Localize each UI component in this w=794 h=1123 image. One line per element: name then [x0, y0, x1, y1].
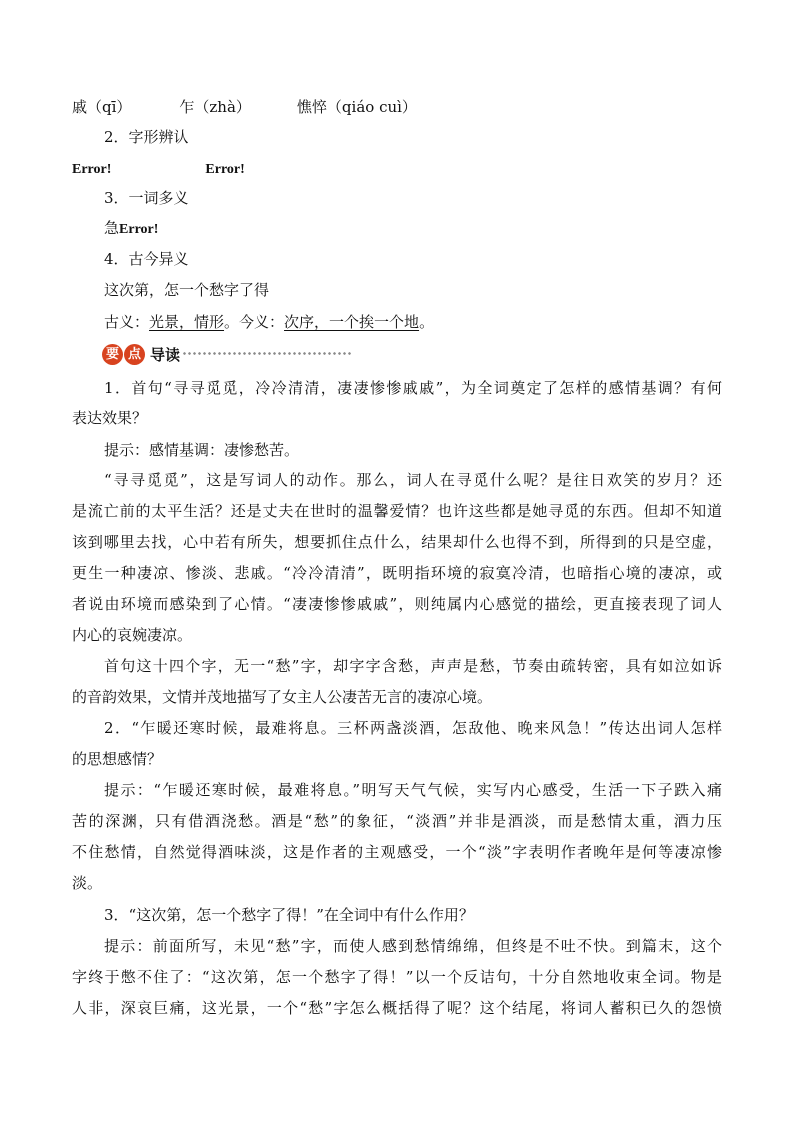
- q2-question-line-2: 的思想感情？: [72, 750, 163, 768]
- section-2-errors: [72, 158, 722, 180]
- q1-question-line-1: 1．首句“寻寻觅觅，冷冷清清，凄凄惨惨戚戚”，为全词奠定了怎样的感情基调？有何: [104, 379, 722, 397]
- q1-question-line-2: 表达效果？: [72, 409, 148, 427]
- dotted-line-decoration: [182, 349, 352, 359]
- q1-para-line-4: 更生一种凄凉、惨淡、悲戚。“冷冷清清”，既明指环境的寂寞冷清，也暗指心境的凄凉，或: [72, 564, 722, 582]
- section-4-title: 4．古今异义: [104, 250, 189, 268]
- modern-meaning: 次序，一个挨一个地: [284, 313, 420, 331]
- q2-hint-line-4: 淡。: [72, 874, 103, 892]
- q1-hint: 提示：感情基调：凄惨愁苦。: [104, 441, 300, 459]
- pronunciation-line: [72, 97, 722, 117]
- key-points-banner: [102, 343, 352, 365]
- section-3-title: 3．一词多义: [104, 189, 189, 207]
- q2-hint-line-3: 不住愁情，自然觉得酒味淡，这是作者的主观感受，一个“淡”字表明作者晚年是何等凄凉惨: [72, 843, 722, 861]
- section-2-title: 2．字形辨认: [104, 128, 189, 146]
- banner-title: 导读: [150, 345, 181, 364]
- pronunciation-qi: 戚（qī）: [72, 98, 132, 116]
- q1-para-line-1: “寻寻觅觅”，这是写词人的动作。那么，词人在寻觅什么呢？是往日欢笑的岁月？还: [104, 471, 722, 489]
- polysemy-char: 急: [104, 219, 120, 237]
- pronunciation-zha: 乍（zhà）: [179, 98, 251, 116]
- ancient-meaning: 光景，情形: [149, 313, 225, 331]
- error-text-2: Error!: [205, 162, 245, 177]
- q3-hint-line-1: 提示：前面所写，未见“愁”字，而使人感到愁情绵绵，但终是不吐不快。到篇末，这个: [104, 937, 722, 955]
- q1-para-line-3: 该到哪里去找，心中若有所失，想要抓住点什么，结果却什么也得不到，所得到的只是空虚，: [72, 533, 722, 551]
- badge-dian: 点: [124, 344, 145, 365]
- q2-hint-line-2: 苦的深渊，只有借酒浇愁。酒是“愁”的象征，“淡酒”并非是酒淡，而是愁情太重，酒力压: [72, 812, 722, 830]
- error-text-1: Error!: [72, 162, 112, 177]
- q1-para-line-6: 内心的哀婉凄凉。: [72, 626, 193, 644]
- section-3-item: [104, 218, 722, 240]
- q2-hint-line-1: 提示：“乍暖还寒时候，最难将息。”明写天气气候，实写内心感受，生活一下子跌入痛: [104, 781, 722, 799]
- pronunciation-qiaocui: 憔悴（qiáo cuì）: [296, 98, 417, 116]
- q2-question-line-1: 2．“乍暖还寒时候，最难将息。三杯两盏淡酒，怎敌他、晚来风急！”传达出词人怎样: [104, 719, 722, 737]
- q1-para-line-5: 者说由环境而感染到了心情。“凄凄惨惨戚戚”，则纯属内心感觉的描绘，更直接表现了词人: [72, 595, 722, 613]
- q1-para2-line-1: 首句这十四个字，无一“愁”字，却字字含愁，声声是愁，节奏由疏转密，具有如泣如诉: [104, 657, 722, 675]
- q3-hint-line-3: 人非，深哀巨痛，这光景，一个“愁”字怎么概括得了呢？这个结尾，将词人蓄积已久的怨愤: [72, 999, 722, 1017]
- q3-question: 3．“这次第，怎一个愁字了得！”在全词中有什么作用？: [104, 906, 474, 924]
- section-4-meanings: 古义：光景，情形。今义：次序，一个挨一个地。: [104, 313, 435, 331]
- q1-para-line-2: 是流亡前的太平生活？还是丈夫在世时的温馨爱情？也许这些都是她寻觅的东西。但却不知道: [72, 502, 722, 520]
- q3-hint-line-2: 字终于憋不住了：“这次第，怎一个愁字了得！”以一个反诘句，十分自然地收束全词。物是: [72, 968, 722, 986]
- error-text-3: Error!: [119, 222, 159, 237]
- section-4-sentence: 这次第，怎一个愁字了得: [104, 281, 270, 299]
- q1-para2-line-2: 的音韵效果，文情并茂地描写了女主人公凄苦无言的凄凉心境。: [72, 688, 493, 706]
- badge-yao: 要: [102, 344, 123, 365]
